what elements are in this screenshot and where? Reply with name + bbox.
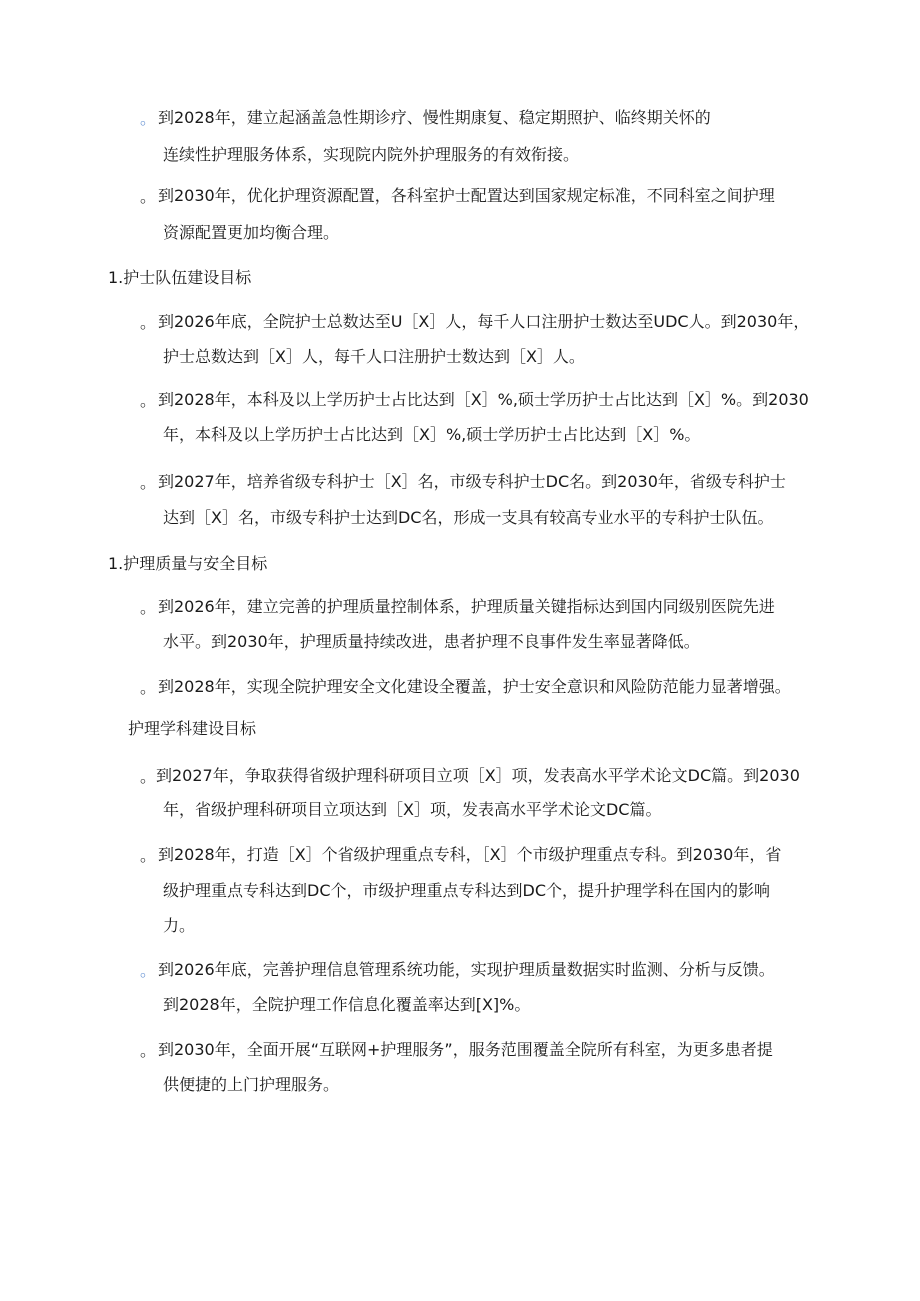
bullet-marker: 。 xyxy=(140,598,157,617)
bullet-text-line: 年，本科及以上学历护士占比达到［X］%,硕士学历护士占比达到［X］%。 xyxy=(163,425,701,444)
bullet-text-line: 年，省级护理科研项目立项达到［X］项，发表高水平学术论文DC篇。 xyxy=(163,800,662,819)
bullet-text-line: 力。 xyxy=(163,916,196,935)
bullet-marker: 。 xyxy=(140,846,157,865)
bullet-text-line: 级护理重点专科达到DC个，市级护理重点专科达到DC个，提升护理学科在国内的影响 xyxy=(163,881,770,900)
bullet-text-line: 达到［X］名，市级专科护士达到DC名，形成一支具有较高专业水平的专科护士队伍。 xyxy=(163,508,774,527)
bullet-text-line: 资源配置更加均衡合理。 xyxy=(163,223,340,242)
section-heading: 护理学科建设目标 xyxy=(128,719,257,738)
bullet-text-line: 到2027年，争取获得省级护理科研项目立项［X］项，发表高水平学术论文DC篇。到2030 xyxy=(156,766,800,785)
bullet-text-line: 到2028年，实现全院护理安全文化建设全覆盖，护士安全意识和风险防范能力显著增强。 xyxy=(158,677,791,696)
bullet-marker: 。 xyxy=(140,391,157,410)
bullet-text-line: 到2026年底，完善护理信息管理系统功能，实现护理质量数据实时监测、分析与反馈。 xyxy=(158,960,775,979)
bullet-marker: 。 xyxy=(140,313,157,332)
bullet-text-line: 到2028年，全院护理工作信息化覆盖率达到[X]%。 xyxy=(163,995,531,1014)
bullet-text-line: 到2027年，培养省级专科护士［X］名，市级专科护士DC名。到2030年，省级专科护士 xyxy=(158,472,786,491)
section-heading: 1.护士队伍建设目标 xyxy=(108,268,252,287)
bullet-text-line: 护士总数达到［X］人，每千人口注册护士数达到［X］人。 xyxy=(163,347,585,366)
section-heading: 1.护理质量与安全目标 xyxy=(108,554,268,573)
bullet-text-line: 到2028年，建立起涵盖急性期诊疗、慢性期康复、稳定期照护、临终期关怀的 xyxy=(158,108,711,127)
bullet-text-line: 供便捷的上门护理服务。 xyxy=(163,1075,340,1094)
bullet-marker: 。 xyxy=(140,767,157,786)
bullet-text-line: 连续性护理服务体系，实现院内院外护理服务的有效衔接。 xyxy=(163,145,580,164)
bullet-text-line: 到2026年底，全院护士总数达至U［X］人，每千人口注册护士数达至UDC人。到2030年， xyxy=(158,312,810,331)
bullet-marker: 。 xyxy=(140,473,157,492)
bullet-text-line: 到2026年，建立完善的护理质量控制体系，护理质量关键指标达到国内同级别医院先进 xyxy=(158,597,775,616)
bullet-marker: 。 xyxy=(140,961,157,980)
bullet-marker: 。 xyxy=(140,678,157,697)
bullet-text-line: 到2030年，全面开展“互联网+护理服务”，服务范围覆盖全院所有科室，为更多患者提 xyxy=(158,1040,773,1059)
bullet-marker: 。 xyxy=(140,109,157,128)
bullet-text-line: 水平。到2030年，护理质量持续改进，患者护理不良事件发生率显著降低。 xyxy=(163,632,700,651)
bullet-marker: 。 xyxy=(140,187,157,206)
bullet-text-line: 到2030年，优化护理资源配置，各科室护士配置达到国家规定标准，不同科室之间护理 xyxy=(158,186,775,205)
bullet-text-line: 到2028年，打造［X］个省级护理重点专科，［X］个市级护理重点专科。到2030年，省 xyxy=(158,845,782,864)
bullet-text-line: 到2028年，本科及以上学历护士占比达到［X］%,硕士学历护士占比达到［X］%。到2030 xyxy=(158,390,809,409)
bullet-marker: 。 xyxy=(140,1041,157,1060)
